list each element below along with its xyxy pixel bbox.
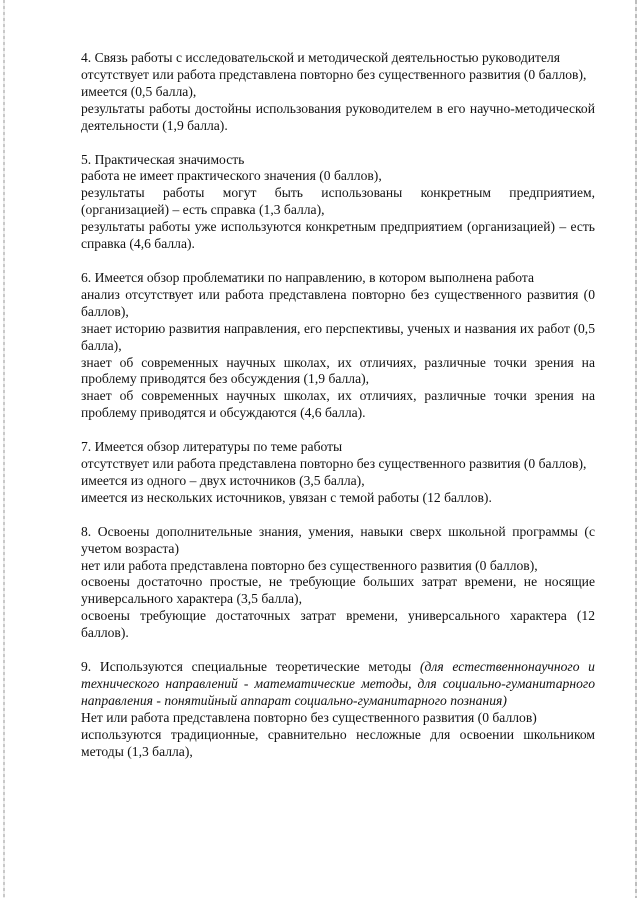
criterion-option: знает историю развития направления, его перспективы, ученых и названия их работ (0,5 балла), (81, 320, 595, 353)
criterion-4 (81, 50, 595, 135)
criterion-option: отсутствует или работа представлена повторно без существенного развития (0 баллов), (81, 456, 587, 472)
criterion-heading-block (81, 659, 595, 710)
criterion-option: работа не имеет практического значения (0 баллов), (81, 168, 382, 184)
criteria-list (81, 50, 595, 778)
criterion-heading: 4. Связь работы с исследовательской и методической деятельностью руководителя (81, 50, 561, 65)
scan-edge-right (635, 0, 637, 898)
criterion-option: освоены достаточно простые, не требующие больших затрат времени, не носящие универсального характера (3,5 балла), (81, 574, 595, 607)
criterion-option: Нет или работа представлена повторно без существенного развития (0 баллов) (81, 709, 537, 725)
criterion-7 (81, 439, 595, 507)
criterion-heading: 9. Используются специальные теоретические методы (81, 659, 412, 675)
scan-edge-left (3, 0, 5, 898)
criterion-option: нет или работа представлена повторно без существенного развития (0 баллов), (81, 557, 538, 573)
criterion-option: имеется из нескольких источников, увязан с темой работы (12 баллов). (81, 489, 492, 505)
criterion-option: знает об современных научных школах, их отличиях, различные точки зрения на проблему приводятся без обсуждения (1,9 балла), (81, 354, 595, 387)
criterion-5 (81, 152, 595, 253)
criterion-option: анализ отсутствует или работа представлена повторно без существенного развития (0 баллов), (81, 286, 595, 319)
criterion-option: отсутствует или работа представлена повторно без существенного развития (0 баллов), (81, 66, 587, 82)
criterion-option: имеется из одного – двух источников (3,5 балла), (81, 472, 365, 488)
criterion-option: знает об современных научных школах, их отличиях, различные точки зрения на проблему приводятся и обсуждаются (4,6 балла). (81, 388, 595, 421)
criterion-heading-note: (для естественнонаучного и технического направлений - математические методы, для социально-гуманитарного направления - понятийный аппарат социально-гуманитарного познания) (81, 659, 595, 708)
criterion-heading: 6. Имеется обзор проблематики по направлению, в котором выполнена работа (81, 269, 535, 285)
criterion-heading: 5. Практическая значимость (81, 151, 245, 167)
criterion-8 (81, 524, 595, 642)
criterion-option: результаты работы достойны использования руководителем в его научно-методической деятельности (1,9 балла). (81, 100, 595, 133)
criterion-option: результаты работы уже используются конкретным предприятием (организацией) – есть справка (4,6 балла). (81, 219, 595, 252)
criterion-heading: 8. Освоены дополнительные знания, умения, навыки сверх школьной программы (с учетом возраста) (81, 523, 595, 556)
criterion-heading: 7. Имеется обзор литературы по теме работы (81, 439, 343, 455)
criterion-option: освоены требующие достаточных затрат времени, универсального характера (12 баллов). (81, 608, 595, 641)
criterion-option: имеется (0,5 балла), (81, 83, 197, 99)
criterion-6 (81, 270, 595, 422)
criterion-option: используются традиционные, сравнительно несложные для освоении школьником методы (1,3 балла), (81, 726, 595, 759)
criterion-option: результаты работы могут быть использованы конкретным предприятием, (организацией) – есть справка (1,3 балла), (81, 185, 595, 218)
criterion-9 (81, 659, 595, 760)
